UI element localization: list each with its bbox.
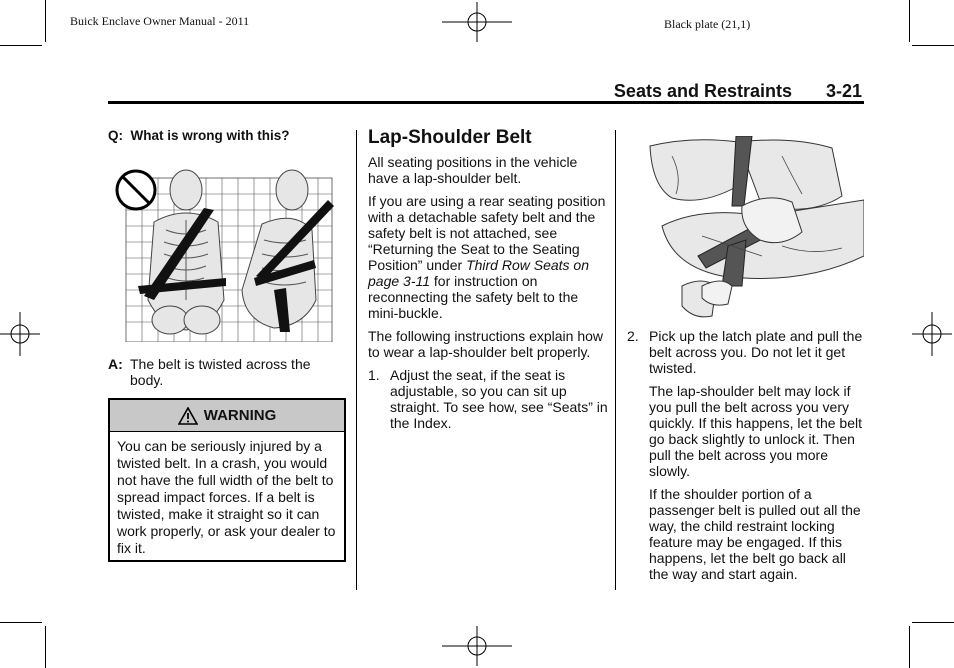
- column-divider: [356, 130, 357, 590]
- step-text: Adjust the seat, if the seat is adjustable, so you can sit up straight. To see how, see “Seats” in the Index.: [390, 367, 608, 431]
- registration-mark-right: [912, 312, 952, 356]
- paragraph-text: for instruction on reconnecting the safety belt to the mini-buckle.: [368, 273, 579, 321]
- paragraph: [368, 193, 608, 321]
- registration-mark-left: [0, 312, 40, 356]
- paragraph: All seating positions in the vehicle have a lap-shoulder belt.: [368, 154, 578, 186]
- paragraph: The lap-shoulder belt may lock if you pull the belt across you very quickly. If this happens, let the belt go back slightly to unlock it. Then pull the belt across you more slowly.: [649, 383, 862, 479]
- section-header: [108, 80, 864, 104]
- step-text: Pick up the latch plate and pull the belt across you. Do not let it get twisted.: [649, 328, 863, 376]
- registration-mark-bottom: [442, 626, 512, 666]
- crop-mark: [45, 626, 46, 668]
- twisted-belt-illustration: [114, 160, 334, 342]
- question-text: What is wrong with this?: [130, 128, 290, 143]
- answer-label: A:: [108, 356, 123, 372]
- crop-mark: [45, 0, 46, 42]
- question: [108, 128, 346, 144]
- warning-title: WARNING: [203, 407, 277, 424]
- column-3: [627, 328, 865, 582]
- warning-text: You can be seriously injured by a twisted belt. In a crash, you would not have the full width of the belt to spread impact forces. If a belt is twisted, make it straight so it can work properly, or ask your dealer to fix it.: [117, 438, 336, 556]
- column-1: [108, 128, 346, 144]
- step-2: [627, 328, 865, 376]
- crop-mark: [0, 45, 42, 46]
- paragraph: The following instructions explain how to wear a lap-shoulder belt properly.: [368, 328, 604, 360]
- warning-icon: [178, 407, 198, 425]
- step-1: [368, 367, 608, 431]
- column-2: [368, 128, 608, 431]
- plate-label: Black plate (21,1): [664, 17, 751, 31]
- answer-text: The belt is twisted across the body.: [130, 356, 311, 388]
- step-number: 1.: [368, 367, 380, 383]
- warning-box: [108, 398, 346, 562]
- crop-mark: [909, 626, 910, 668]
- step-number: 2.: [627, 328, 639, 344]
- crop-mark: [0, 622, 42, 623]
- section-title: Seats and Restraints: [613, 81, 792, 101]
- lap-shoulder-belt-heading: Lap-Shoulder Belt: [368, 127, 532, 148]
- page-number: 3-21: [825, 81, 862, 101]
- crop-mark: [912, 622, 954, 623]
- third-row-seats-reference: Third Row Seats on page 3-11: [368, 257, 590, 289]
- answer-block: [108, 356, 346, 388]
- question-label: Q:: [108, 128, 123, 143]
- document-title: Buick Enclave Owner Manual - 2011: [70, 14, 250, 28]
- crop-mark: [909, 0, 910, 42]
- registration-mark-top: [442, 2, 512, 42]
- crop-mark: [912, 45, 954, 46]
- paragraph: If the shoulder portion of a passenger belt is pulled out all the way, the child restraint locking feature may be engaged. If this happens, let the belt go back all the way and start again.: [649, 486, 861, 582]
- paragraph-text: If you are using a rear seating position with a detachable safety belt and the safety belt is not attached, see “Returning the Seat to the Seating Position” under: [368, 193, 606, 273]
- warning-header: [110, 400, 344, 432]
- column-divider: [615, 130, 616, 590]
- latch-plate-illustration: [642, 136, 864, 320]
